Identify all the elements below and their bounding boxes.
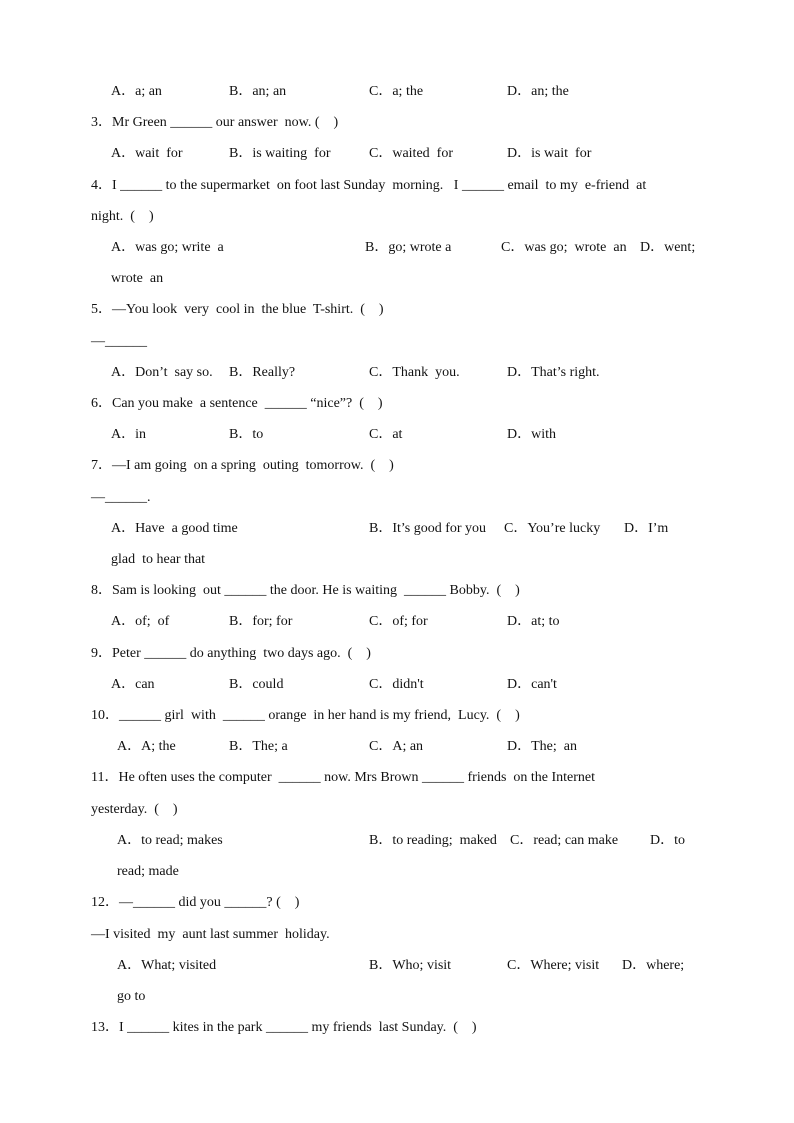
q2-option-d: D．an; the xyxy=(507,84,569,99)
q12-option-c: C．Where; visit xyxy=(507,958,600,973)
q7-stem: 7．—I am going on a spring outing tomorrow. ( ) xyxy=(91,458,394,473)
q12-option-b: B．Who; visit xyxy=(369,958,452,973)
q11-stem-line1: 11．He often uses the computer ______ now. Mrs Brown ______ friends on the Internet xyxy=(91,770,596,785)
q4-option-a: A．was go; write a xyxy=(111,240,224,255)
q12-answer-line: —I visited my aunt last summer holiday. xyxy=(91,927,330,942)
q3-option-a: A．wait for xyxy=(111,146,183,161)
q8-stem: 8．Sam is looking out ______ the door. He is waiting ______ Bobby. ( ) xyxy=(91,583,520,598)
q2-option-a: A．a; an xyxy=(111,84,162,99)
q7-option-d-continued: glad to hear that xyxy=(111,552,206,567)
q13-stem: 13．I ______ kites in the park ______ my friends last Sunday. ( ) xyxy=(91,1020,477,1035)
q3-option-d: D．is wait for xyxy=(507,146,592,161)
q6-option-a: A．in xyxy=(111,427,146,442)
q9-option-c: C．didn't xyxy=(369,677,424,692)
q10-option-c: C．A; an xyxy=(369,739,424,754)
q8-option-c: C．of; for xyxy=(369,614,428,629)
q6-option-c: C．at xyxy=(369,427,403,442)
q9-stem: 9．Peter ______ do anything two days ago. ( ) xyxy=(91,646,371,661)
q7-option-a: A．Have a good time xyxy=(111,521,238,536)
q3-stem: 3．Mr Green ______ our answer now. ( ) xyxy=(91,115,339,130)
q6-option-d: D．with xyxy=(507,427,556,442)
q4-stem-line1: 4．I ______ to the supermarket on foot last Sunday morning. I ______ email to my e-friend at xyxy=(91,178,647,193)
q4-option-b: B．go; wrote a xyxy=(365,240,452,255)
q12-option-d-continued: go to xyxy=(117,989,146,1004)
q10-stem: 10．______ girl with ______ orange in her hand is my friend, Lucy. ( ) xyxy=(91,708,520,723)
q3-option-c: C．waited for xyxy=(369,146,453,161)
q9-option-b: B．could xyxy=(229,677,284,692)
q5-option-b: B．Really? xyxy=(229,365,296,380)
q11-option-b: B．to reading; maked xyxy=(369,833,497,848)
q2-option-b: B．an; an xyxy=(229,84,287,99)
q12-stem: 12．—______ did you ______? ( ) xyxy=(91,895,300,910)
q4-option-c: C．was go; wrote an xyxy=(501,240,627,255)
q8-option-d: D．at; to xyxy=(507,614,560,629)
q11-option-d: D．to xyxy=(650,833,685,848)
q6-stem: 6．Can you make a sentence ______ “nice”? ( ) xyxy=(91,396,383,411)
q10-option-d: D．The; an xyxy=(507,739,577,754)
q11-option-a: A．to read; makes xyxy=(117,833,223,848)
q4-option-d-continued: wrote an xyxy=(111,271,164,286)
q7-answer-blank: —______. xyxy=(91,490,151,505)
q12-option-a: A．What; visited xyxy=(117,958,217,973)
q7-option-c: C．You’re lucky xyxy=(504,521,601,536)
q11-stem-line2: yesterday. ( ) xyxy=(91,802,178,817)
q7-option-b: B．It’s good for you xyxy=(369,521,487,536)
q12-option-d: D．where; xyxy=(622,958,685,973)
q5-stem: 5．—You look very cool in the blue T-shirt. ( ) xyxy=(91,302,384,317)
q5-answer-blank: —______ xyxy=(91,334,147,349)
q10-option-a: A．A; the xyxy=(117,739,176,754)
q6-option-b: B．to xyxy=(229,427,264,442)
q5-option-d: D．That’s right. xyxy=(507,365,600,380)
q8-option-a: A．of; of xyxy=(111,614,170,629)
q5-option-c: C．Thank you. xyxy=(369,365,460,380)
q3-option-b: B．is waiting for xyxy=(229,146,331,161)
q9-option-a: A．can xyxy=(111,677,155,692)
q10-option-b: B．The; a xyxy=(229,739,288,754)
q8-option-b: B．for; for xyxy=(229,614,293,629)
q2-option-c: C．a; the xyxy=(369,84,424,99)
q4-option-d: D．went; xyxy=(640,240,696,255)
q9-option-d: D．can't xyxy=(507,677,557,692)
q11-option-c: C．read; can make xyxy=(510,833,619,848)
q4-stem-line2: night. ( ) xyxy=(91,209,154,224)
q11-option-d-continued: read; made xyxy=(117,864,179,879)
q7-option-d: D．I’m xyxy=(624,521,669,536)
q5-option-a: A．Don’t say so. xyxy=(111,365,213,380)
